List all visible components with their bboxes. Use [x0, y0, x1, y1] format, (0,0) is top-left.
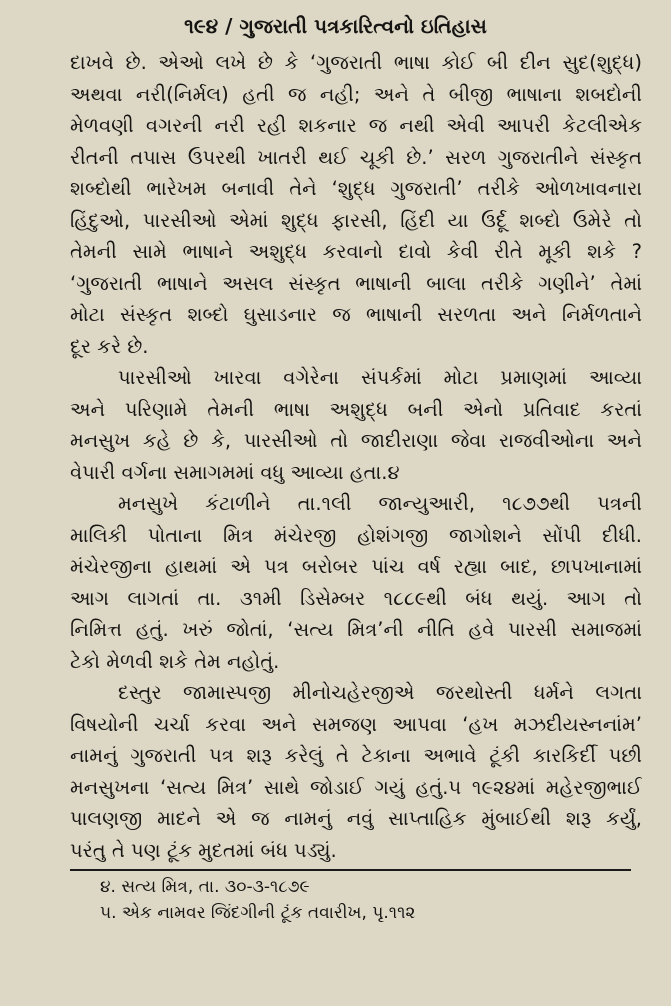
text-line: મોટા સંસ્કૃત શબ્દો ઘુસાડનાર જ ભાષાની સરળતા અને નિર્મળતાને	[70, 303, 642, 326]
body-text	[70, 47, 642, 866]
text-line: અથવા નરી(નિર્મલ) હતી જ નહી; અને તે બીજી ભાષાના શબદોની	[70, 82, 642, 106]
text-line: નામનું ગુજરાતી પત્ર શરૂ કરેલું તે ટેકાના અભાવે ટૂંકી કારકિર્દી પછી	[70, 744, 642, 767]
text-line: ‘ગુજરાતી ભાષાને અસલ સંસ્કૃત ભાષાની બાલા તરીકે ગણીને’ તેમાં	[70, 271, 642, 295]
text-line: મંચેરજીના હાથમાં એ પત્ર બરોબર પાંચ વર્ષ રહ્યા બાદ, છાપખાનામાં	[70, 555, 642, 578]
footnote: ૫. એક નામવર જિંદગીની ટૂંક તવારીખ, પૃ.૧૧૨	[100, 903, 416, 923]
text-line: મનસુખ કહે છે કે, પારસીઓ તો જાદીરાણા જેવા રાજવીઓના અને	[70, 429, 642, 452]
footnote-divider	[70, 869, 631, 871]
text-line: પરંતુ તે પણ ટૂંક મુદતમાં બંધ પડ્યું.	[70, 838, 337, 862]
text-line: રીતની તપાસ ઉપરથી ખાતરી થઈ ચૂકી છે.’ સરળ ગુજરાતીને સંસ્કૃત	[70, 145, 642, 169]
text-line: માલિકી પોતાના મિત્ર મંચેરજી હોશંગજી જાગોશને સોંપી દીધી.	[70, 523, 642, 547]
text-line: શબ્દોથી ભારેખમ બનાવી તેને ‘શુદ્ધ ગુજરાતી’ તરીકે ઓળખાવનારા	[70, 177, 642, 200]
text-line: વેપારી વર્ગના સમાગમમાં વધુ આવ્યા હતા.૪	[70, 460, 400, 484]
text-line: પાલણજી માદને એ જ નામનું નવું સાપ્તાહિક મુંબાઈથી શરૂ કર્યું,	[70, 807, 642, 830]
text-line: અને પરિણામે તેમની ભાષા અશુદ્ધ બની એનો પ્રતિવાદ કરતાં	[70, 397, 642, 421]
text-line: વિષયોની ચર્ચા કરવા અને સમજણ આપવા ‘હખ મઝદીયસ્નનાંમ’	[70, 712, 642, 736]
text-line: મનસુખના ‘સત્ય મિત્ર’ સાથે જોડાઈ ગયું હતું.૫ ૧૯૨૪માં મહેરજીભાઈ	[70, 775, 642, 799]
text-line: મનસુખે કંટાળીને તા.૧લી જાન્યુઆરી, ૧૮૭૭થી પત્રની	[118, 492, 642, 515]
text-line: દસ્તુર જામાસ્પજી મીનોચહેરજીએ જરથોસ્તી ધર્મને લગતા	[118, 681, 642, 704]
page-header: ૧૯૪ / ગુજરાતી પત્રકારિત્વનો ઇતિહાસ	[184, 14, 487, 38]
text-line: આગ લાગતાં તા. ૩૧મી ડિસેમ્બર ૧૮૮૯થી બંધ થયું. આગ તો	[70, 586, 642, 610]
text-line: ટેકો મેળવી શકે તેમ નહોતું.	[70, 649, 280, 673]
text-line: દાખવે છે. એઓ લખે છે કે ‘ગુજરાતી ભાષા કોઈ બી દીન સુદ(શુદ્ધ)	[70, 51, 642, 74]
text-line: નિમિત્ત હતું. ખરું જોતાં, ‘સત્ય મિત્ર’ની નીતિ હવે પારસી સમાજમાં	[70, 618, 642, 641]
text-line: હિંદુઓ, પારસીઓ એમાં શુદ્ધ ફારસી, હિંદી યા ઉર્દૂ શબ્દો ઉમેરે તો	[70, 208, 642, 232]
text-line: મેળવણી વગરની નરી રહી શકનાર જ નથી એવી આપરી કેટલીએક	[70, 114, 642, 137]
footnote: ૪. સત્ય મિત્ર, તા. ૩૦-૩-૧૮૭૯	[100, 877, 310, 897]
text-line: દૂર કરે છે.	[70, 334, 149, 358]
text-line: પારસીઓ ખારવા વગેરેના સંપર્કમાં મોટા પ્રમાણમાં આવ્યા	[118, 366, 642, 389]
text-line: તેમની સામે ભાષાને અશુદ્ધ કરવાનો દાવો કેવી રીતે મૂકી શકે ?	[70, 240, 642, 263]
